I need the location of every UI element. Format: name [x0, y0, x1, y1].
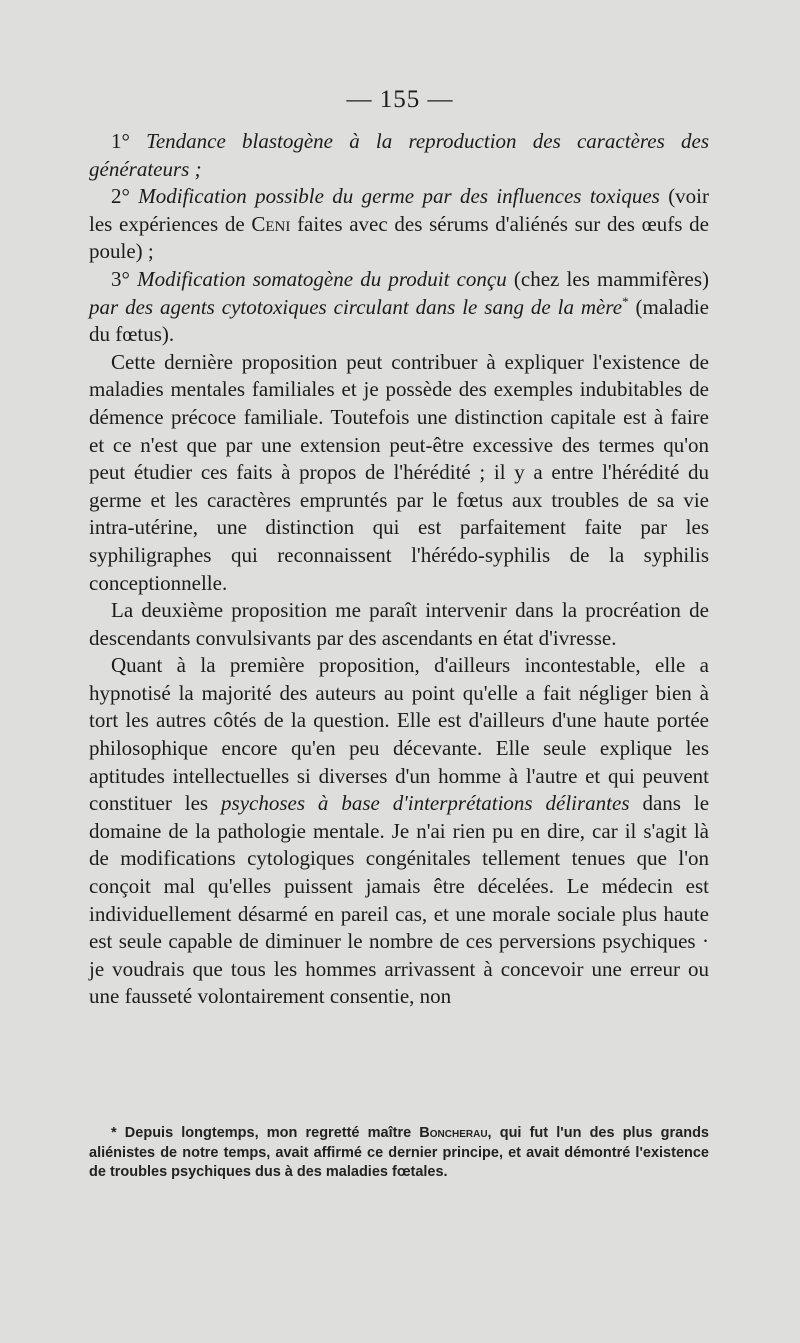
list-item-3 — [89, 266, 709, 349]
list-item-1 — [89, 128, 709, 183]
list-item-2 — [89, 183, 709, 266]
page-number: — 155 — — [346, 86, 454, 113]
item-title: Tendance blastogène à la reproduction des caractères des générateurs ; — [89, 129, 709, 181]
paragraph-1: Cette dernière proposition peut contribuer à expliquer l'existence de maladies mentales familiales et je possède des exemples indubitables de démence précoce familiale. Toutefois une distinction capitale est à faire et ce n'est que par une extension peut-être excessive des termes qu'on peut étudier ces faits à propos de l'hérédité ; il y a entre l'hérédité du germe et les caractères empruntés par le fœtus aux troubles de sa vie intra-utérine, une distinction qui est parfaitement faite par les syphiligraphes qui reconnaissent l'hérédo-syphilis de la syphilis conceptionnelle. — [89, 349, 709, 595]
item-number: 1° — [111, 129, 130, 153]
item-number: 2° — [111, 184, 130, 209]
footnote-mark: * — [111, 1125, 117, 1141]
item-text: (maladie du fœtus). — [89, 294, 709, 347]
footnote-text: Depuis longtemps, mon regretté maître — [124, 1125, 412, 1141]
item-italic-text: par des agents cytotoxiques circulant dans le sang de la mère — [89, 294, 623, 319]
paragraph-3 — [89, 652, 709, 1011]
footnote — [89, 1124, 709, 1183]
footnote-author-name: Boncherau — [419, 1125, 488, 1141]
item-title: Modification possible du germe par des influences toxiques — [138, 184, 660, 209]
paragraph-text: dans le domaine de la pathologie mentale. Je n'ai rien pu en dire, car il s'agit là de modifications cytologiques congénitales tellement tenues que l'on conçoit mal qu'elles puissent jamais être décelées. Le médecin est individuellement désarmé en pareil cas, et une morale sociale plus haute est seule capable de diminuer le nombre de ces perversions psychiques · je voudrais que tous les hommes arrivassent à concevoir une erreur ou une fausseté volontairement consentie, non — [89, 791, 710, 1009]
paragraph-2: La deuxième proposition me paraît intervenir dans la procréation de descendants convulsivants par des ascendants en état d'ivresse. — [89, 598, 709, 650]
body-text — [89, 128, 709, 1011]
paragraph-italic-text: psychoses à base d'interprétations délirantes — [221, 791, 630, 816]
item-text: faites avec des sérums d'aliénés sur des œufs de poule) ; — [89, 211, 709, 264]
author-name: Ceni — [251, 211, 291, 236]
paragraph-text: Quant à la première proposition, d'ailleurs incontestable, elle a hypnotisé la majorité des auteurs au point qu'elle a fait négliger bien à tort les autres côtés de la question. Elle est d'ailleurs d'une haute portée philosophique encore qu'en peu décevante. Elle seule explique les aptitudes intellectuelles si diverses d'un homme à l'autre et qui peuvent constituer les — [89, 653, 709, 816]
item-title: Modification somatogène du produit conçu — [137, 266, 507, 291]
item-number: 3° — [111, 266, 130, 291]
item-text: (voir les expériences de — [89, 184, 710, 236]
footnote-reference: * — [622, 293, 629, 309]
footnote-text: , qui fut l'un des plus grands aliénistes de notre temps, avait affirmé ce dernier principe, et avait démontré l'existence de troubles psychiques dus à des maladies fœtales. — [89, 1125, 709, 1180]
item-text: (chez les mammifères) — [513, 266, 709, 291]
